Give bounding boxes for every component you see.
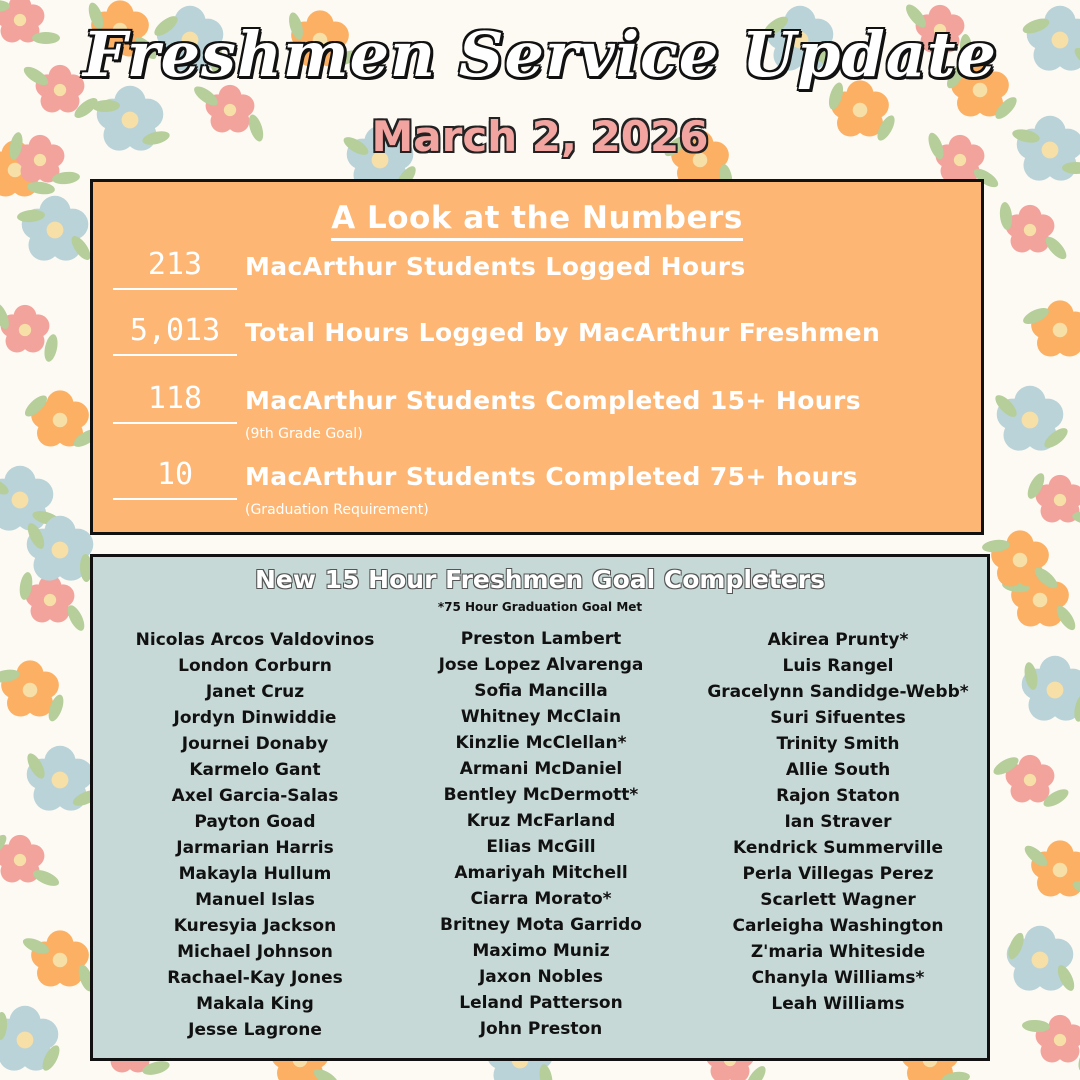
- list-item: Amariyah Mitchell: [454, 863, 628, 883]
- list-item: Leland Patterson: [459, 993, 623, 1013]
- list-item: Rachael-Kay Jones: [167, 968, 343, 988]
- list-item: Jarmarian Harris: [176, 838, 334, 858]
- list-item: Allie South: [785, 760, 891, 780]
- stat-value: 118: [113, 382, 237, 424]
- list-item: Kendrick Summerville: [733, 838, 943, 858]
- list-item: Jose Lopez Alvarenga: [438, 655, 644, 675]
- list-item: Maximo Muniz: [472, 941, 610, 961]
- numbers-heading: A Look at the Numbers: [93, 200, 981, 236]
- page-date: March 2, 2026: [371, 112, 709, 161]
- list-item: Luis Rangel: [782, 656, 894, 676]
- list-item: Perla Villegas Perez: [742, 864, 934, 884]
- list-item: Manuel Islas: [195, 890, 315, 910]
- list-item: Payton Goad: [194, 812, 316, 832]
- list-item: Whitney McClain: [460, 707, 622, 727]
- list-item: Karmelo Gant: [189, 760, 321, 780]
- flower-icon: [1031, 840, 1080, 896]
- leaf-icon: [42, 333, 60, 363]
- list-item: Nicolas Arcos Valdovinos: [135, 630, 375, 650]
- list-item: Kuresyia Jackson: [173, 916, 337, 936]
- name-column-2: [391, 626, 691, 1042]
- name-column-3: [688, 627, 988, 1017]
- page-title: Freshmen Service Update: [82, 18, 997, 91]
- list-item: Armani McDaniel: [459, 759, 623, 779]
- list-item: Ciarra Morato*: [470, 889, 612, 909]
- stat-label: MacArthur Students Logged Hours: [245, 252, 746, 281]
- completers-panel: [90, 554, 990, 1061]
- list-item: Janet Cruz: [205, 682, 305, 702]
- list-item: Trinity Smith: [776, 734, 900, 754]
- stat-label: MacArthur Students Completed 75+ hours: [245, 462, 858, 491]
- list-item: Bentley McDermott*: [443, 785, 639, 805]
- list-item: Z'maria Whiteside: [750, 942, 926, 962]
- list-item: Gracelynn Sandidge-Webb*: [707, 682, 969, 702]
- list-item: Carleigha Washington: [732, 916, 944, 936]
- list-item: Sofia Mancilla: [474, 681, 608, 701]
- list-item: Makala King: [196, 994, 314, 1014]
- list-item: Jaxon Nobles: [478, 967, 603, 987]
- list-item: Leah Williams: [771, 994, 905, 1014]
- list-item: Akirea Prunty*: [767, 630, 909, 650]
- stat-note: (Graduation Requirement): [245, 502, 429, 518]
- stat-label: MacArthur Students Completed 15+ Hours: [245, 386, 862, 415]
- list-item: Kinzlie McClellan*: [455, 733, 627, 753]
- list-item: Kruz McFarland: [466, 811, 616, 831]
- list-item: Scarlett Wagner: [760, 890, 916, 910]
- list-item: Preston Lambert: [460, 629, 622, 649]
- list-item: Britney Mota Garrido: [440, 915, 642, 935]
- stat-note: (9th Grade Goal): [245, 426, 363, 442]
- list-item: Suri Sifuentes: [770, 708, 906, 728]
- list-item: Elias McGill: [486, 837, 596, 857]
- stat-value: 5,013: [113, 314, 237, 356]
- numbers-panel: [90, 179, 984, 535]
- list-item: Chanyla Williams*: [751, 968, 925, 988]
- name-column-1: [105, 627, 405, 1043]
- list-item: Axel Garcia-Salas: [171, 786, 339, 806]
- list-item: Jordyn Dinwiddie: [173, 708, 337, 728]
- flower-icon: [26, 575, 75, 623]
- stat-label: Total Hours Logged by MacArthur Freshmen: [245, 318, 881, 347]
- stat-value: 10: [113, 458, 237, 500]
- list-item: Michael Johnson: [177, 942, 333, 962]
- completers-heading: New 15 Hour Freshmen Goal Completers: [255, 565, 825, 594]
- list-item: Journei Donaby: [181, 734, 329, 754]
- list-item: London Corburn: [178, 656, 332, 676]
- flower-icon: [1, 305, 50, 353]
- list-item: John Preston: [479, 1019, 603, 1039]
- list-item: Ian Straver: [784, 812, 892, 832]
- list-item: Rajon Staton: [776, 786, 900, 806]
- list-item: Makayla Hullum: [178, 864, 332, 884]
- list-item: Jesse Lagrone: [188, 1020, 322, 1040]
- completers-note: *75 Hour Graduation Goal Met: [437, 600, 643, 614]
- stat-value: 213: [113, 248, 237, 290]
